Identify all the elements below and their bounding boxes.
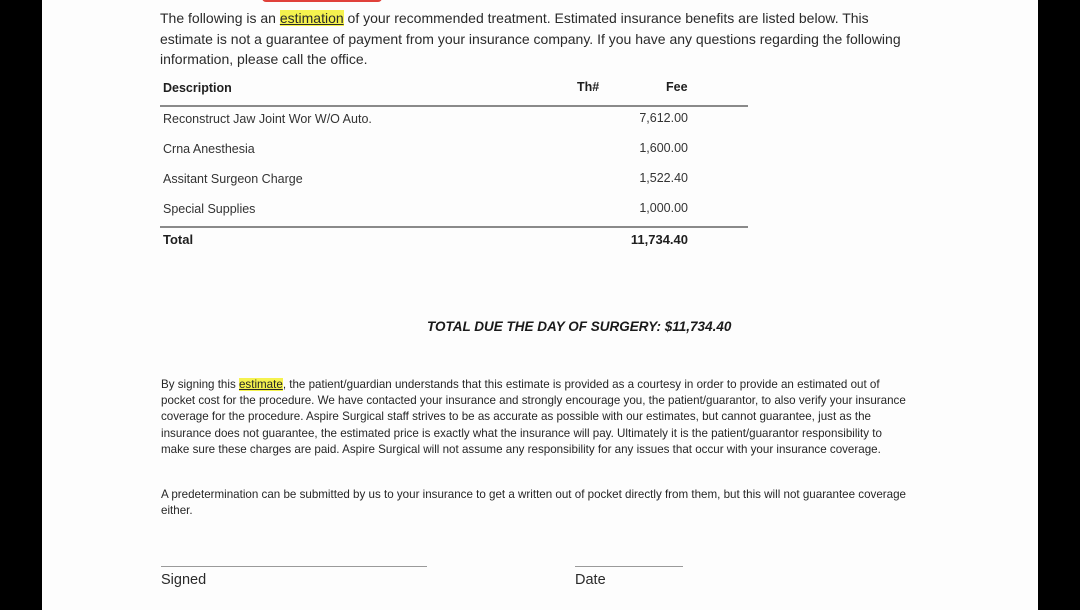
row-description: Crna Anesthesia <box>163 142 255 156</box>
intro-text-2: of your recommended treatment. Estimated insurance benefits are listed below. This estimate is not a guarantee of payment from your insurance company. If you have any questions regarding the following information, please call the office. <box>160 10 901 67</box>
disclaimer-text-2: , the patient/guardian understands that this estimate is provided as a courtesy in order to provide an estimated out of pocket cost for the procedure. We have contacted your insurance and strongly encourage you, the patient/guarantor, to also verify your insurance coverage for the procedure. Aspire Surgical staff strives to be as accurate as possible with our estimates, but cannot guarantee, just as the insurance does not guarantee, the estimated price is exactly what the insurance will pay. Ultimately it is the patient/guarantor responsibility to make sure these charges are paid. Aspire Surgical will not assume any responsibility for any issues that occur with your insurance coverage. <box>161 378 906 456</box>
disclaimer-text-1: By signing this <box>161 378 239 391</box>
header-tooth: Th# <box>577 80 600 94</box>
intro-paragraph <box>160 8 920 70</box>
total-value: 11,734.40 <box>630 232 688 247</box>
estimate-document <box>42 0 1038 610</box>
header-description: Description <box>163 81 232 95</box>
row-description: Special Supplies <box>163 202 256 216</box>
row-fee: 7,612.00 <box>639 111 688 125</box>
signed-label: Signed <box>161 572 207 588</box>
header-fee: Fee <box>666 80 688 94</box>
signature-line <box>161 566 427 567</box>
intro-text-1: The following is an <box>160 10 280 26</box>
disclaimer-paragraph <box>161 377 906 458</box>
highlighted-word-estimate: estimate <box>238 378 283 391</box>
row-fee: 1,600.00 <box>639 141 688 155</box>
row-description: Assitant Surgeon Charge <box>163 172 303 186</box>
row-description: Reconstruct Jaw Joint Wor W/O Auto. <box>163 112 372 126</box>
row-fee: 1,522.40 <box>639 171 688 185</box>
red-mark <box>262 0 382 2</box>
highlighted-word-estimation: estimation <box>279 10 344 26</box>
total-divider <box>160 226 748 228</box>
row-fee: 1,000.00 <box>639 201 688 215</box>
total-label: Total <box>163 232 194 247</box>
date-line <box>575 566 683 567</box>
predetermination-paragraph: A predetermination can be submitted by us to your insurance to get a written out of pocket directly from them, but this will not guarantee coverage either. <box>161 488 906 518</box>
date-label: Date <box>575 572 606 588</box>
header-divider <box>160 105 748 107</box>
total-due-heading: TOTAL DUE THE DAY OF SURGERY: $11,734.40 <box>427 319 732 334</box>
